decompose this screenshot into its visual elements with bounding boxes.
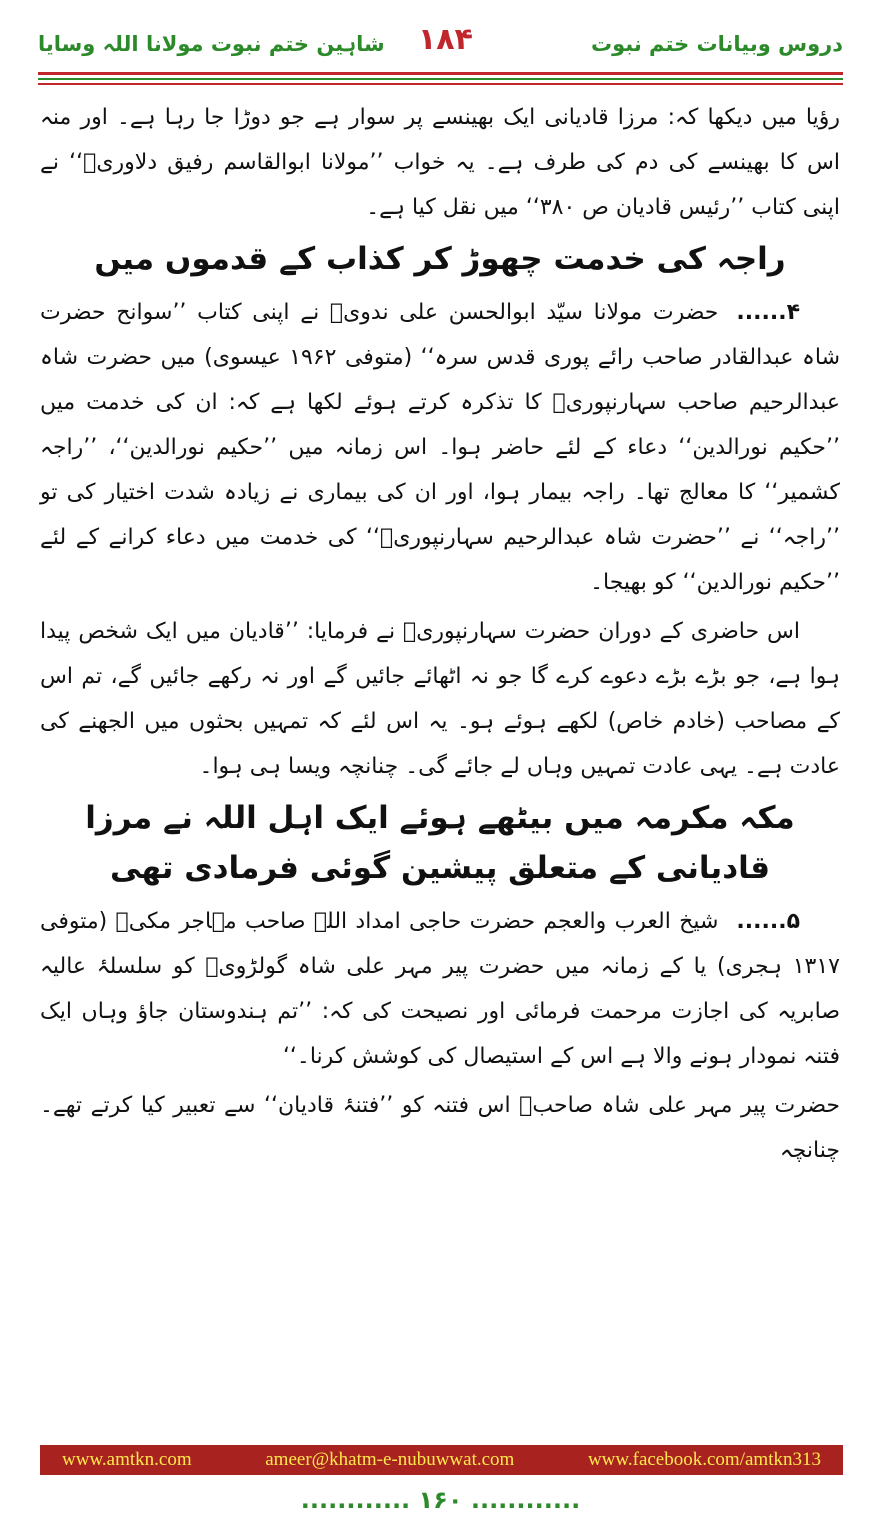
footer-page-number: ............ ۱۶۰ ............	[300, 1486, 581, 1514]
heading-2: مکہ مکرمہ میں بیٹھے ہوئے ایک اہل اللہ نے مرزا قادیانی کے متعلق پیشین گوئی فرمادی تھی	[85, 800, 795, 886]
header-page-number: ۱۸۴	[418, 22, 473, 57]
author-title: شاہین ختم نبوت مولانا اللہ وسایا	[38, 32, 385, 56]
paragraph-4-text: شیخ العرب والعجم حضرت حاجی امداد اللہ صاحب مہاجر مکیؒ (متوفی ۱۳۱۷ ہجری) یا کے زمانہ میں حضرت پیر مہر علی شاہ گولڑویؒ کو سلسلۂ عالیہ صابریہ کی اجازت مرحمت فرمائی اور نصیحت کی کہ: ’’تم ہندوستان جاؤ وہاں ایک فتنہ نمودار ہونے والا ہے اس کے استیصال کی کوشش کرنا۔‘‘	[40, 909, 840, 1069]
header-divider-red-2	[38, 83, 843, 85]
paragraph-2-number: ۴......	[736, 300, 800, 325]
website-link[interactable]: www.amtkn.com	[62, 1449, 192, 1470]
header-divider-red	[38, 72, 843, 75]
paragraph-4	[40, 899, 840, 1079]
facebook-link[interactable]: www.facebook.com/amtkn313	[587, 1449, 821, 1470]
paragraph-3: اس حاضری کے دوران حضرت سہارنپوریؒ نے فرمایا: ’’قادیان میں ایک شخص پیدا ہوا ہے، جو بڑے بڑے دعوے کرے گا جو نہ اٹھائے جائیں گے اور نہ رکھے جائیں گے، تم اس کے مصاحب (خادم خاص) لکھے ہوئے ہو۔ یہ اس لئے کہ تمہیں بحثوں میں الجھنے کی عادت ہے۔ یہی عادت تمہیں وہاں لے جائے گی۔ چنانچہ ویسا ہی ہوا۔	[40, 619, 840, 779]
heading-1: راجہ کی خدمت چھوڑ کر کذاب کے قدموں میں	[94, 241, 786, 277]
email-link[interactable]: ameer@khatm-e-nubuwwat.com	[265, 1449, 515, 1470]
page-body	[40, 95, 840, 1177]
paragraph-2	[40, 290, 840, 605]
book-title: دروس وبیانات ختم نبوت	[591, 32, 843, 56]
paragraph-2-text: حضرت مولانا سیّد ابوالحسن علی ندویؒ نے اپنی کتاب ’’سوانح حضرت شاہ عبدالقادر صاحب رائے پوری قدس سرہ‘‘ (متوفی ۱۹۶۲ عیسوی) میں حضرت شاہ عبدالرحیم صاحب سہارنپوریؒ کا تذکرہ کرتے ہوئے لکھا ہے کہ: ان کی خدمت میں ’’حکیم نورالدین‘‘ دعاء کے لئے حاضر ہوا۔ اس زمانہ میں ’’حکیم نورالدین‘‘، ’’راجہ کشمیر‘‘ کا معالج تھا۔ راجہ بیمار ہوا، اور ان کی بیماری نے زیادہ شدت اختیار کی تو ’’راجہ‘‘ نے ’’حضرت شاہ عبدالرحیم سہارنپوریؒ‘‘ کی خدمت میں دعاء کرانے کے لئے ’’حکیم نورالدین‘‘ کو بھیجا۔	[40, 300, 840, 595]
paragraph-1: رؤیا میں دیکھا کہ: مرزا قادیانی ایک بھینسے پر سوار ہے جو دوڑا جا رہا ہے۔ اور منہ اس کا بھینسے کی دم کی طرف ہے۔ یہ خواب ’’مولانا ابوالقاسم رفیق دلاوریؒ‘‘ نے اپنی کتاب ’’رئیس قادیان ص ۳۸۰‘‘ میں نقل کیا ہے۔	[40, 105, 840, 220]
footer-links-bar	[40, 1445, 843, 1475]
header-divider-green	[38, 78, 843, 80]
page-header	[38, 20, 843, 70]
paragraph-4-number: ۵......	[736, 909, 800, 934]
paragraph-5: حضرت پیر مہر علی شاہ صاحبؒ اس فتنہ کو ’’فتنۂ قادیان‘‘ سے تعبیر کیا کرتے تھے۔ چنانچہ	[40, 1093, 840, 1163]
